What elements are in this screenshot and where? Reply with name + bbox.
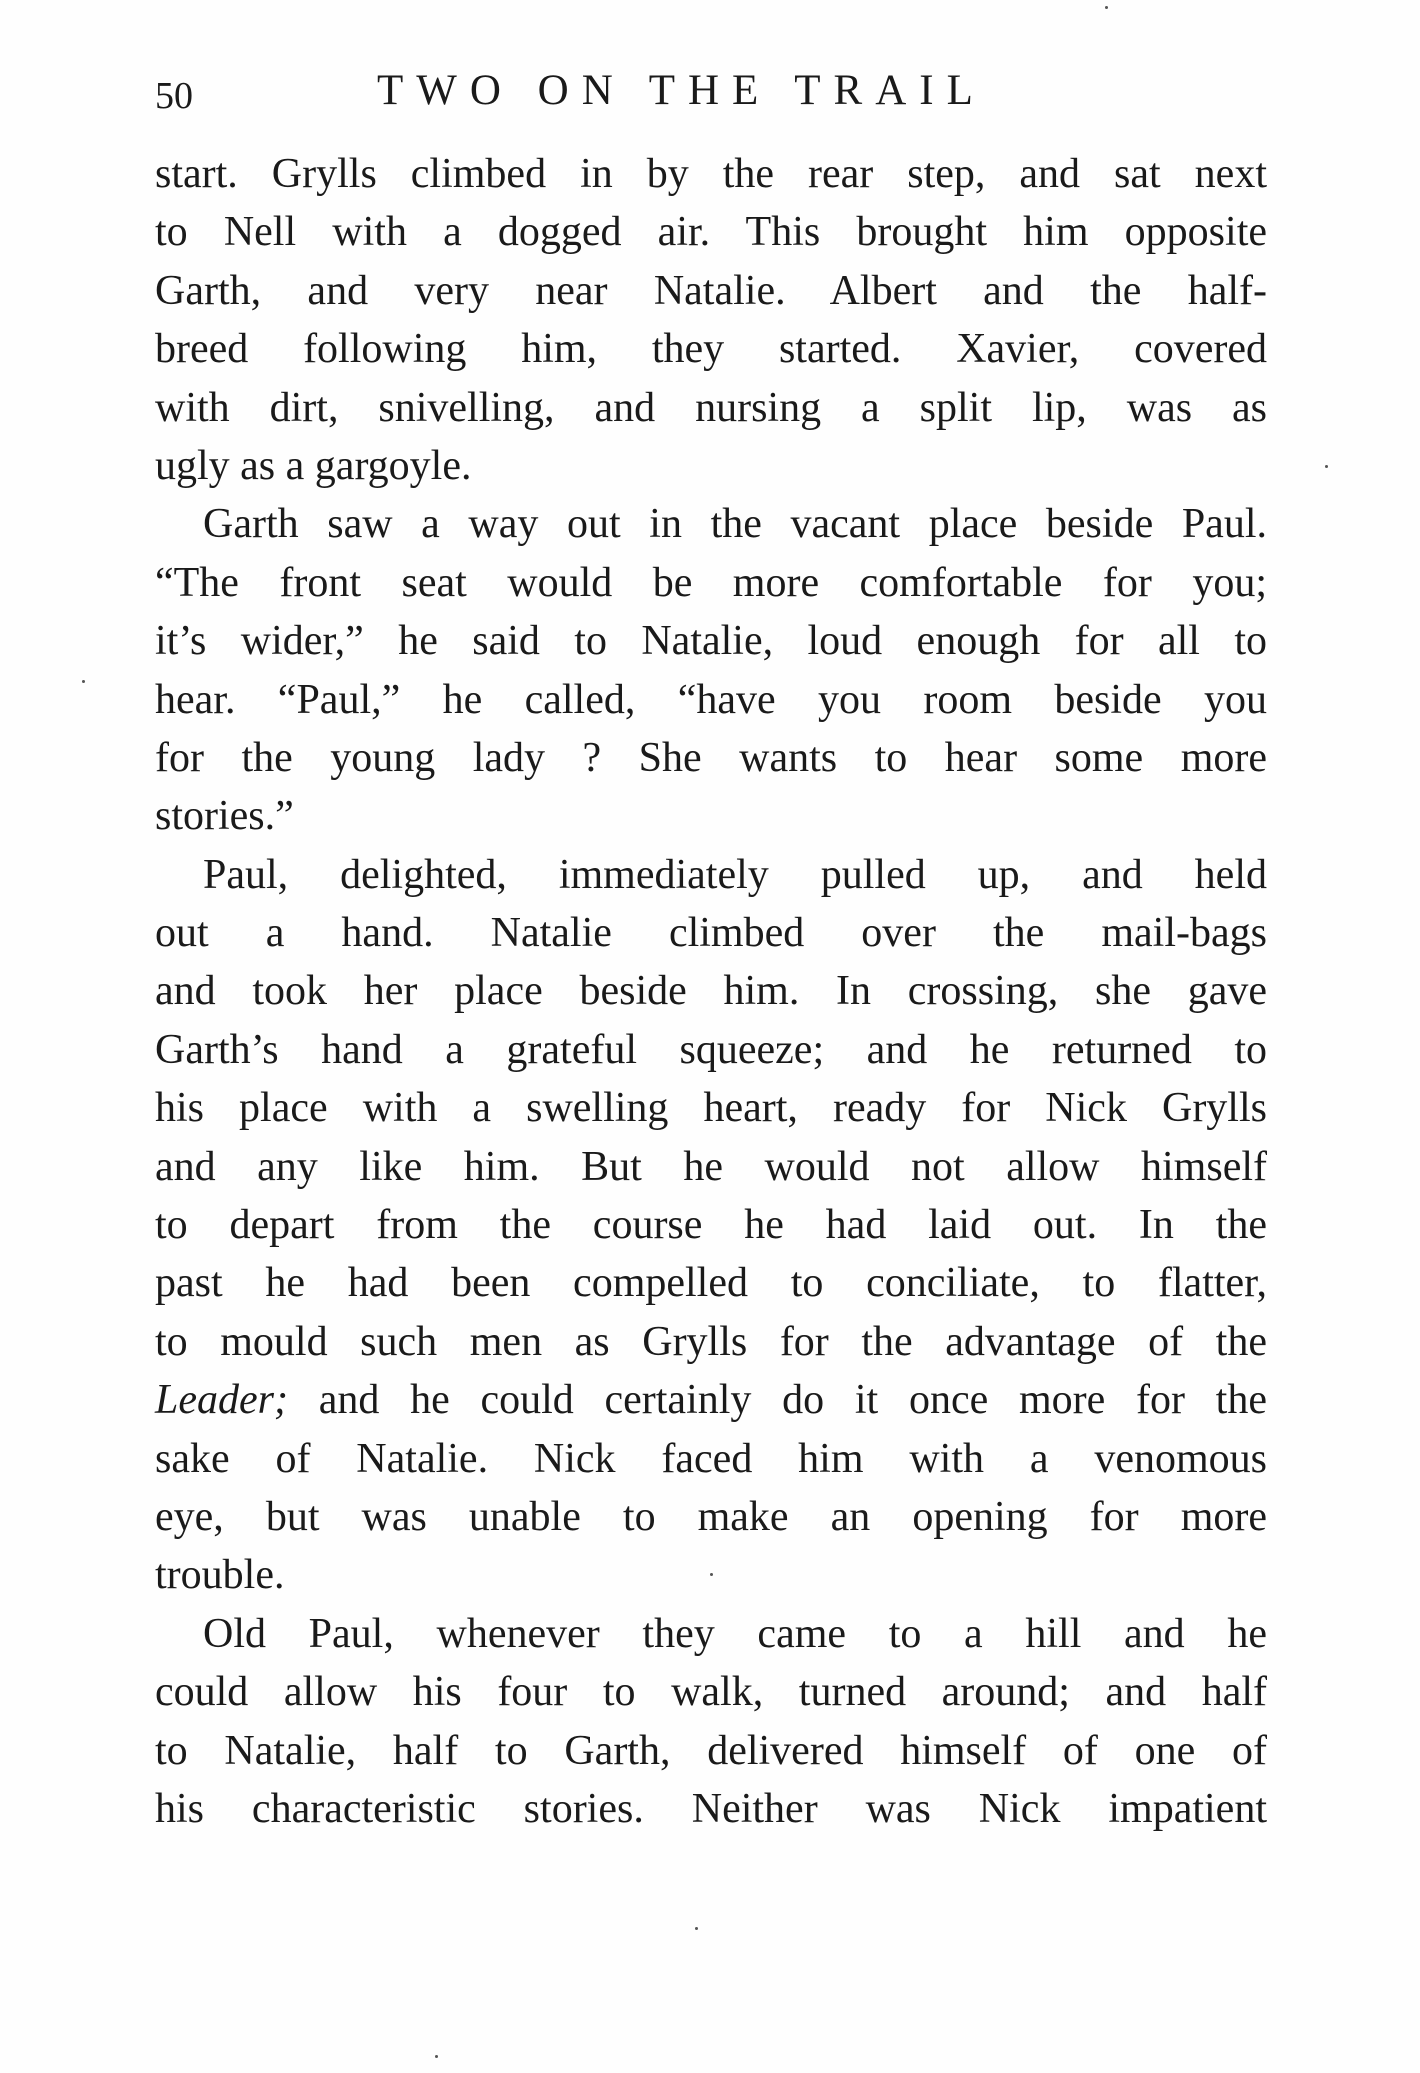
text-line: Paul, delighted, immediately pulled up, and held [203, 851, 1267, 898]
text-line: his place with a swelling heart, ready for Nick Grylls [155, 1085, 1267, 1132]
running-title: TWO ON THE TRAIL [377, 67, 986, 114]
text-line: to Natalie, half to Garth, delivered himself of one of [155, 1727, 1267, 1774]
text-line: Garth’s hand a grateful squeeze; and he returned to [155, 1026, 1267, 1073]
scan-speck [435, 2055, 438, 2058]
text-line: for the young lady ? She wants to hear some more [155, 734, 1267, 781]
text-line: could allow his four to walk, turned around; and half [155, 1669, 1267, 1716]
text-line: eye, but was unable to make an opening for more [155, 1493, 1267, 1540]
text-line: Garth saw a way out in the vacant place beside Paul. [203, 501, 1267, 548]
scan-speck [710, 1573, 713, 1576]
scan-speck [1325, 465, 1328, 468]
text-line: and any like him. But he would not allow himself [155, 1143, 1267, 1190]
scan-speck [1105, 6, 1108, 9]
text-line: breed following him, they started. Xavier, covered [155, 326, 1267, 373]
text-line: Garth, and very near Natalie. Albert and the half- [155, 267, 1267, 314]
page-header [155, 62, 1270, 122]
text-line: with dirt, snivelling, and nursing a split lip, was as [155, 384, 1267, 431]
text-line: Old Paul, whenever they came to a hill and he [203, 1610, 1267, 1657]
text-line: ugly as a gargoyle. [155, 442, 472, 489]
text-line: stories.” [155, 793, 294, 840]
text-line: sake of Natalie. Nick faced him with a venomous [155, 1435, 1267, 1482]
text-line: and took her place beside him. In crossing, she gave [155, 968, 1267, 1015]
body-text [155, 145, 1267, 1838]
text-line: hear. “Paul,” he called, “have you room beside you [155, 676, 1267, 723]
text-line: start. Grylls climbed in by the rear step, and sat next [155, 151, 1267, 197]
text-line: past he had been compelled to conciliate, to flatter, [155, 1260, 1267, 1307]
scan-speck [695, 1927, 698, 1930]
text-line: to mould such men as Grylls for the advantage of the [155, 1318, 1267, 1365]
text-line: his characteristic stories. Neither was Nick impatient [155, 1785, 1267, 1832]
scan-speck [82, 680, 85, 683]
text-line-with-italic [155, 1371, 1267, 1429]
text-line: to depart from the course he had laid out. In the [155, 1202, 1267, 1249]
text-line: to Nell with a dogged air. This brought him opposite [155, 209, 1267, 256]
italic-title: Leader; [155, 1377, 288, 1424]
page-number: 50 [155, 75, 193, 117]
text-line: out a hand. Natalie climbed over the mail-bags [155, 910, 1267, 957]
text-line: “The front seat would be more comfortable for you; [155, 559, 1267, 606]
text-line: it’s wider,” he said to Natalie, loud enough for all to [155, 618, 1267, 665]
text-fragment: and he could certainly do it once more for the [287, 1377, 1267, 1424]
text-line: trouble. [155, 1552, 285, 1599]
